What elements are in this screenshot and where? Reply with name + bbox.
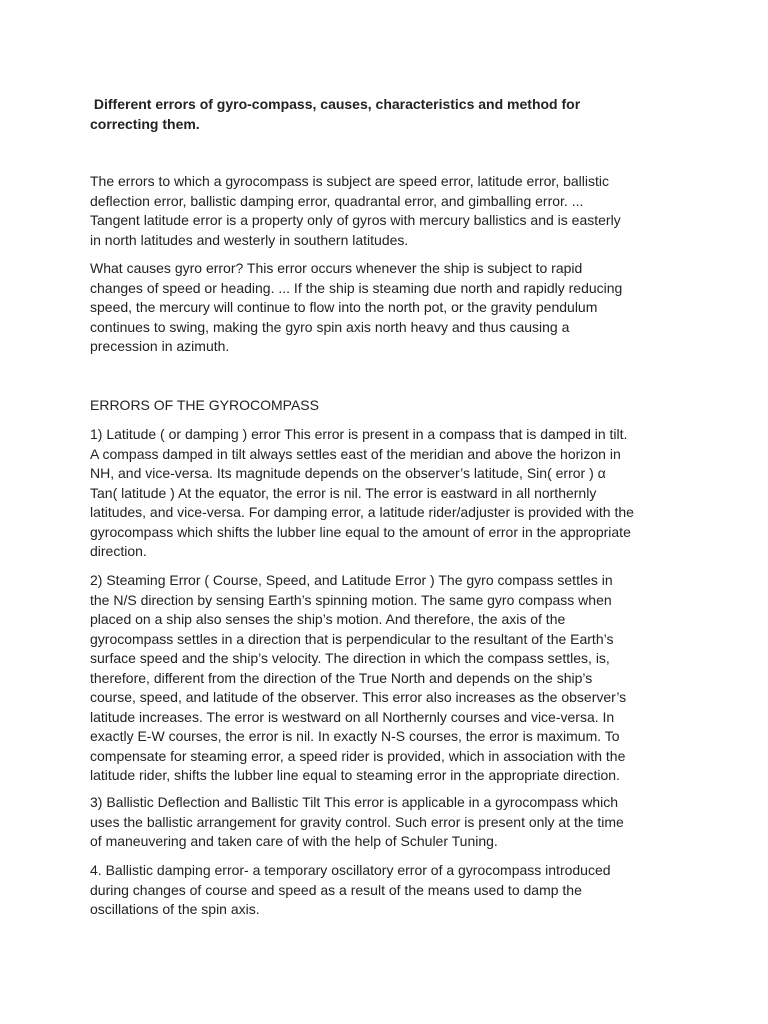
document-title: Different errors of gyro-compass, causes, characteristics and method for correcting them.	[90, 96, 581, 132]
ballistic-damping-paragraph: 4. Ballistic damping error- a temporary oscillatory error of a gyrocompass introduced during changes of course and speed as a result of the means used to damp the oscillations of the spin axis.	[90, 862, 611, 917]
intro-paragraph: The errors to which a gyrocompass is subject are speed error, latitude error, ballistic deflection error, ballistic damping error, quadrantal error, and gimballing error. ... Tangent latitude error is a property only of gyros with mercury ballistics and is easterly in north latitudes and westerly in southern latitudes.	[90, 173, 621, 248]
cause-paragraph: What causes gyro error? This error occurs whenever the ship is subject to rapid changes of speed or heading. ... If the ship is steaming due north and rapidly reducing speed, the mercury will continue to flow into the north pot, or the gravity pendulum continues to swing, making the gyro spin axis north heavy and thus causing a precession in azimuth.	[90, 260, 623, 354]
section-heading: ERRORS OF THE GYROCOMPASS	[90, 397, 319, 413]
ballistic-deflection-paragraph: 3) Ballistic Deflection and Ballistic Tilt This error is applicable in a gyrocompass which uses the ballistic arrangement for gravity control. Such error is present only at the time of maneuvering and taken care of with the help of Schuler Tuning.	[90, 794, 624, 849]
latitude-error-paragraph: 1) Latitude ( or damping ) error This error is present in a compass that is damped in tilt. A compass damped in tilt always settles east of the meridian and above the horizon in NH, and vice-versa. Its magnitude depends on the observer’s latitude, Sin( error ) α Tan( latitude ) At the equator, the error is nil. The error is eastward in all northernly latitudes, and vice-versa. For damping error, a latitude rider/adjuster is provided with the gyrocompass which shifts the lubber line equal to the amount of error in the appropriate direction.	[90, 426, 634, 559]
steaming-error-paragraph: 2) Steaming Error ( Course, Speed, and Latitude Error ) The gyro compass settles in the N/S direction by sensing Earth’s spinning motion. The same gyro compass when placed on a ship also senses the ship’s motion. And therefore, the axis of the gyrocompass settles in a direction that is perpendicular to the resultant of the Earth’s surface speed and the ship’s velocity. The direction in which the compass settles, is, therefore, different from the direction of the True North and depends on the ship’s course, speed, and latitude of the observer. This error also increases as the observer’s latitude increases. The error is westward on all Northernly courses and vice-versa. In exactly E-W courses, the error is nil. In exactly N-S courses, the error is maximum. To compensate for steaming error, a speed rider is provided, which in association with the latitude rider, shifts the lubber line equal to steaming error in the appropriate direction.	[90, 572, 627, 783]
